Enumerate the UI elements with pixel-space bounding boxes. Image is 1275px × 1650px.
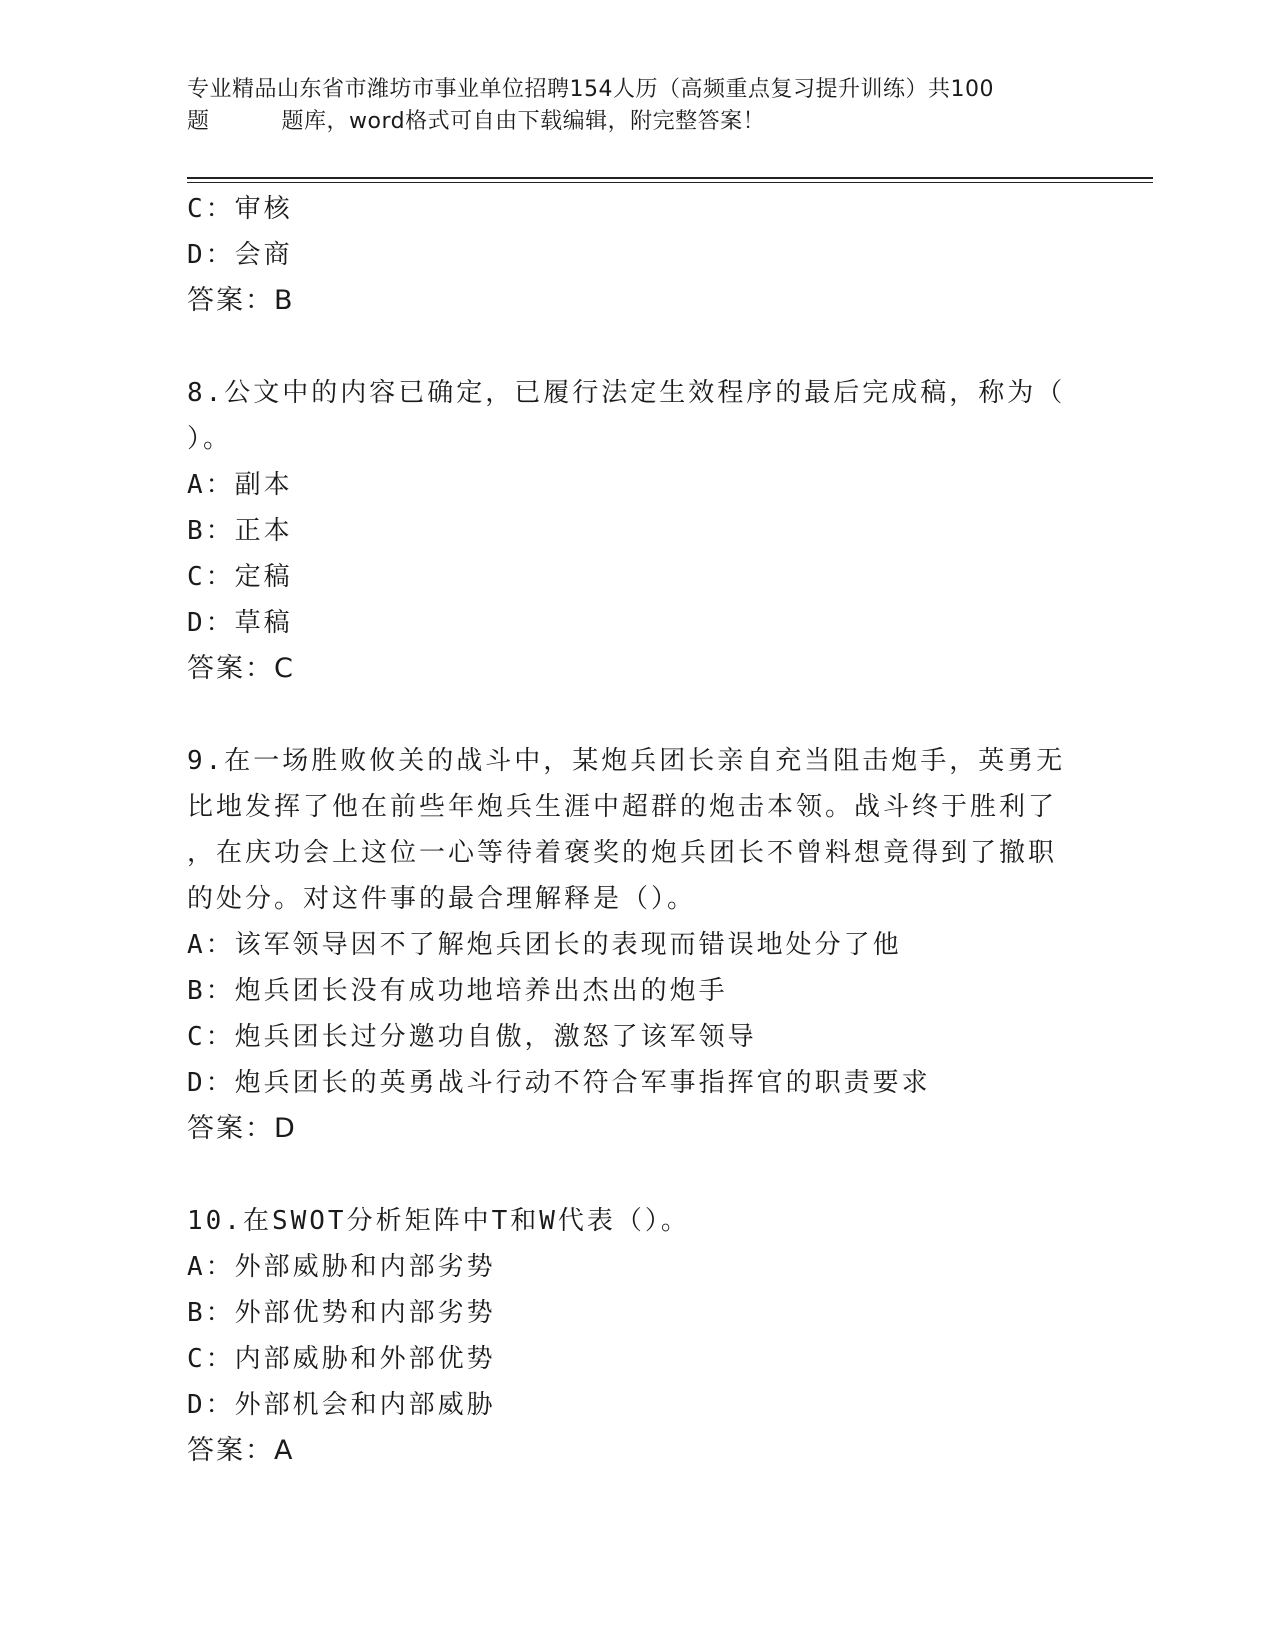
option-a: A：副本: [187, 470, 293, 500]
answer-line: 答案：D: [187, 1113, 297, 1144]
option-d: D：草稿: [187, 608, 293, 638]
question-10: [187, 1198, 1067, 1474]
option-d: D：炮兵团长的英勇战斗行动不符合军事指挥官的职责要求: [187, 1068, 931, 1098]
question-content: [187, 186, 1067, 1474]
question-9: [187, 738, 1067, 1152]
option-c: C：内部威胁和外部优势: [187, 1344, 496, 1374]
header-line2-right: 题库，word格式可自由下载编辑，附完整答案！: [281, 109, 766, 134]
question-8: [187, 370, 1067, 692]
header-line2-left: 题: [187, 109, 210, 134]
header-rule-thick: [187, 177, 1153, 179]
question-stem-line: 的处分。对这件事的最合理解释是（）。: [187, 884, 697, 914]
answer-line: 答案：B: [187, 285, 295, 316]
question-stem-line: 8.公文中的内容已确定，已履行法定生效程序的最后完成稿，称为（: [187, 378, 1066, 408]
question-stem-line: 比地发挥了他在前些年炮兵生涯中超群的炮击本领。战斗终于胜利了: [187, 792, 1058, 822]
question-stem-line: ）。: [187, 424, 233, 454]
header-title-line1: 专业精品山东省市潍坊市事业单位招聘154人历（高频重点复习提升训练）共100: [187, 77, 994, 102]
header-title-line2: [187, 106, 1087, 138]
question-stem-line: ，在庆功会上这位一心等待着褒奖的炮兵团长不曾料想竟得到了撤职: [187, 838, 1058, 868]
question-stem-line: 10.在SWOT分析矩阵中T和W代表（）。: [187, 1206, 690, 1236]
question-block-prev: [187, 186, 1067, 324]
option-d: D：会商: [187, 240, 293, 270]
answer-line: 答案：C: [187, 653, 295, 684]
option-a: A：该军领导因不了解炮兵团长的表现而错误地处分了他: [187, 930, 902, 960]
option-c: C：定稿: [187, 562, 293, 592]
header-rule-thin: [187, 182, 1153, 183]
option-b: B：外部优势和内部劣势: [187, 1298, 496, 1328]
answer-line: 答案：A: [187, 1435, 295, 1466]
option-b: B：正本: [187, 516, 293, 546]
question-stem-line: 9.在一场胜败攸关的战斗中，某炮兵团长亲自充当阻击炮手，英勇无: [187, 746, 1066, 776]
page-header: [187, 74, 1087, 138]
option-a: A：外部威胁和内部劣势: [187, 1252, 496, 1282]
option-d: D：外部机会和内部威胁: [187, 1390, 496, 1420]
option-c: C：炮兵团长过分邀功自傲，激怒了该军领导: [187, 1022, 757, 1052]
option-c: C：审核: [187, 194, 293, 224]
option-b: B：炮兵团长没有成功地培养出杰出的炮手: [187, 976, 728, 1006]
